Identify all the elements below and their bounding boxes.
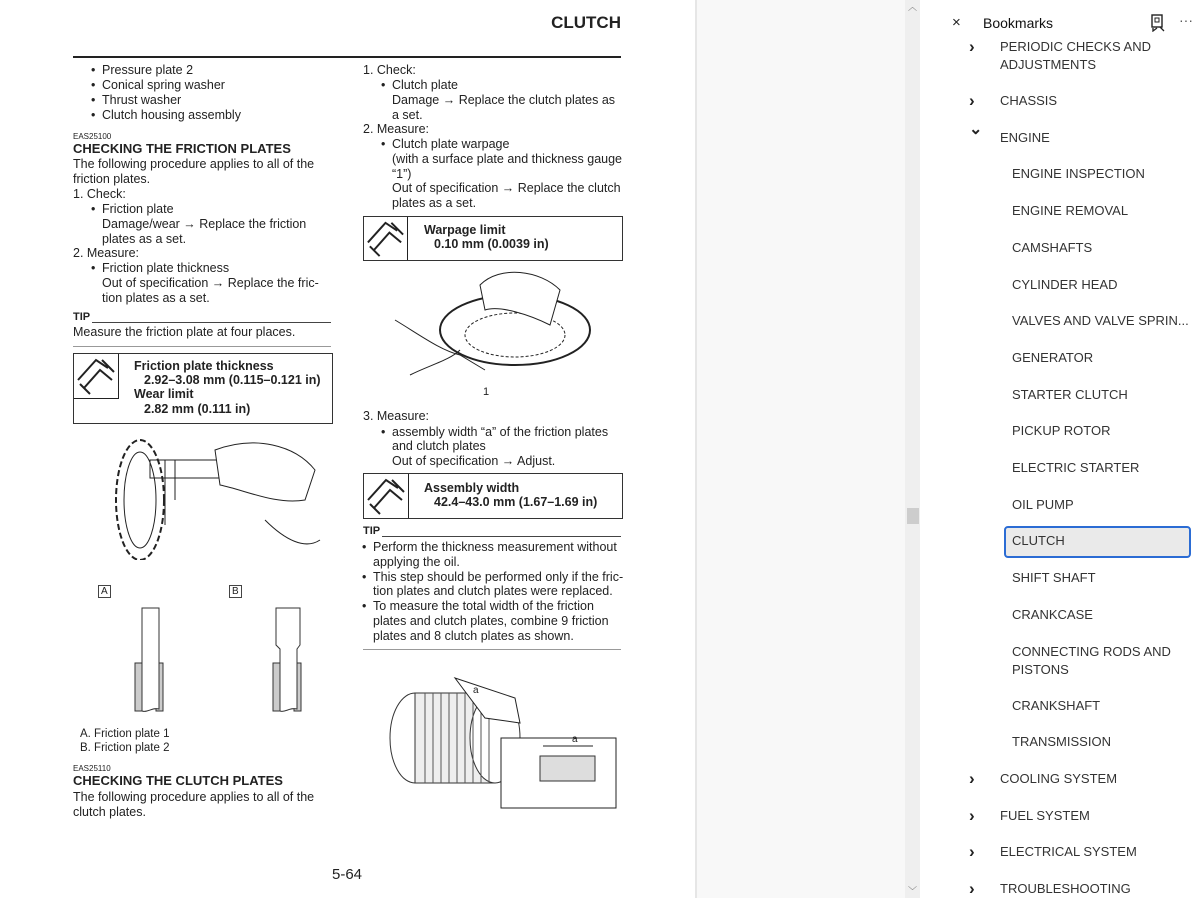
paragraph: The following procedure applies to all of the <box>73 157 315 171</box>
text: Out of specification → Replace the fric- <box>102 276 319 290</box>
section-code: EAS25110 <box>73 764 111 773</box>
text: plates as a set. <box>102 232 187 246</box>
bookmark-label: CYLINDER HEAD <box>1012 276 1118 292</box>
bullet: • Friction plate <box>102 202 174 216</box>
tip-item: • To measure the total width of the friction <box>373 599 594 613</box>
text: Out of specification → Replace the clutch <box>392 181 621 195</box>
scrollbar-thumb[interactable] <box>907 508 919 524</box>
bookmark-item[interactable] <box>921 872 1200 898</box>
figure-callout: a <box>572 734 578 745</box>
spec-value: 0.10 mm (0.0039 in) <box>434 237 549 251</box>
text: plates and clutch plates, combine 9 friction <box>373 614 609 628</box>
chevron-right-icon[interactable]: › <box>969 768 975 788</box>
text: plates as a set. <box>392 196 477 210</box>
section-code: EAS25100 <box>73 132 112 141</box>
bookmark-item[interactable] <box>921 689 1200 725</box>
bookmark-item[interactable] <box>921 725 1200 761</box>
chevron-down-icon[interactable]: ⌄ <box>969 120 983 138</box>
bookmark-label: PICKUP ROTOR <box>1012 423 1111 439</box>
caption: A. Friction plate 1 <box>80 728 170 740</box>
bookmark-item[interactable] <box>921 231 1200 267</box>
chevron-right-icon[interactable]: › <box>969 37 975 56</box>
scroll-up-icon[interactable]: ︿ <box>908 2 918 12</box>
text: (with a surface plate and thickness gauge <box>392 152 622 166</box>
bullet: • Clutch plate <box>392 78 458 92</box>
spec-value: 42.4–43.0 mm (1.67–1.69 in) <box>434 495 598 509</box>
bookmark-item[interactable] <box>921 524 1200 560</box>
spec-box-warpage <box>363 216 623 261</box>
close-icon[interactable]: × <box>952 14 961 31</box>
bookmark-label: SHIFT SHAFT <box>1012 570 1096 586</box>
bookmark-item[interactable] <box>921 157 1200 193</box>
figure-label-b: B <box>229 585 242 598</box>
bookmark-label: STARTER CLUTCH <box>1012 386 1128 402</box>
tip-end-rule <box>363 649 621 650</box>
bookmark-label: ENGINE INSPECTION <box>1012 166 1145 182</box>
step: 3. Measure: <box>363 409 430 423</box>
bookmark-item[interactable] <box>921 414 1200 450</box>
spec-title: Wear limit <box>134 387 194 401</box>
paragraph: clutch plates. <box>73 805 146 819</box>
figure-callout: 1 <box>483 386 490 398</box>
section-heading: CHECKING THE CLUTCH PLATES <box>73 773 283 788</box>
chevron-right-icon[interactable]: › <box>969 879 975 898</box>
bookmark-item[interactable] <box>921 561 1200 597</box>
bookmark-item[interactable] <box>921 799 1200 835</box>
page-number: 5-64 <box>332 866 363 883</box>
bookmark-label: VALVES AND VALVE SPRIN... <box>1012 313 1189 329</box>
bookmark-label: ELECTRICAL SYSTEM <box>1000 844 1137 860</box>
header-rule <box>73 56 621 58</box>
spec-value: 2.82 mm (0.111 in) <box>144 402 251 416</box>
bookmark-item[interactable] <box>921 194 1200 230</box>
bookmark-item[interactable] <box>921 598 1200 634</box>
bookmark-item[interactable] <box>921 451 1200 487</box>
bookmark-item[interactable] <box>921 36 1200 84</box>
figure-label-a: A <box>98 585 111 598</box>
bookmark-label: TRANSMISSION <box>1012 734 1111 750</box>
bullet: • Pressure plate 2 <box>102 63 193 77</box>
bookmark-label: CHASSIS <box>1000 93 1058 108</box>
tip-rule <box>382 536 621 537</box>
bullet: • Friction plate thickness <box>102 261 229 275</box>
spec-title: Warpage limit <box>424 223 506 237</box>
bookmark-label: PERIODIC CHECKS AND ADJUSTMENTS <box>1000 39 1151 72</box>
bookmark-item[interactable] <box>921 268 1200 304</box>
bookmark-label: ELECTRIC STARTER <box>1012 460 1140 475</box>
document-scrollbar[interactable] <box>905 0 920 898</box>
scroll-down-icon[interactable]: ﹀ <box>908 886 918 896</box>
friction-plate-measurement-illustration <box>105 430 325 560</box>
section-heading: CHECKING THE FRICTION PLATES <box>73 141 291 156</box>
bookmark-label: FUEL SYSTEM <box>1000 807 1090 823</box>
bookmark-label: GENERATOR <box>1012 349 1094 365</box>
tip-end-rule <box>73 346 331 347</box>
spec-title: Assembly width <box>424 481 520 495</box>
text: Out of specification → Adjust. <box>392 454 556 468</box>
document-background <box>695 0 907 898</box>
warpage-measurement-illustration <box>390 265 600 400</box>
bookmark-item[interactable] <box>921 635 1200 689</box>
text: Damage → Replace the clutch plates as <box>392 93 616 107</box>
bookmark-item[interactable] <box>921 304 1200 340</box>
caliper-icon <box>364 217 408 260</box>
bookmark-label: TROUBLESHOOTING <box>1000 881 1131 896</box>
assembly-width-illustration <box>365 658 620 813</box>
section-header: CLUTCH <box>551 13 621 32</box>
add-bookmark-icon[interactable] <box>1151 14 1165 37</box>
chevron-right-icon[interactable]: › <box>969 842 975 862</box>
text: a set. <box>392 108 423 122</box>
bullet: • Clutch housing assembly <box>102 108 241 122</box>
bookmark-label: CLUTCH <box>1012 533 1065 549</box>
text: tion plates and clutch plates were replaced. <box>373 584 613 598</box>
bookmark-item[interactable] <box>921 378 1200 414</box>
caption: B. Friction plate 2 <box>80 742 170 754</box>
bookmark-label: OIL PUMP <box>1012 496 1074 512</box>
text: and clutch plates <box>392 439 486 453</box>
bookmark-label: CONNECTING RODS AND PISTONS <box>1012 643 1171 677</box>
spec-value: 2.92–3.08 mm (0.115–0.121 in) <box>144 373 321 387</box>
tip-item: • Perform the thickness measurement without <box>373 540 617 554</box>
bookmark-item[interactable] <box>921 488 1200 524</box>
bullet: • Clutch plate warpage <box>392 137 509 151</box>
bookmark-label: CAMSHAFTS <box>1012 239 1093 255</box>
bookmark-label: CRANKSHAFT <box>1012 697 1101 713</box>
text: Damage/wear → Replace the friction <box>102 217 307 231</box>
bullet: • assembly width “a” of the friction plates <box>392 425 608 439</box>
text: applying the oil. <box>373 555 460 569</box>
bookmark-item[interactable] <box>921 121 1200 157</box>
bookmark-item[interactable] <box>921 835 1200 871</box>
bookmark-label: ENGINE REMOVAL <box>1012 203 1129 219</box>
step: 2. Measure: <box>73 246 140 260</box>
bookmark-label: ENGINE <box>1000 129 1050 145</box>
spec-title: Friction plate thickness <box>134 359 274 373</box>
more-options-icon[interactable]: ··· <box>1179 12 1193 28</box>
panel-title: Bookmarks <box>983 15 1054 31</box>
chevron-right-icon[interactable]: › <box>969 91 975 110</box>
spec-box-friction <box>73 353 333 424</box>
text: plates and 8 clutch plates as shown. <box>373 629 574 643</box>
bookmark-item[interactable] <box>921 762 1200 798</box>
paragraph: The following procedure applies to all of the <box>73 790 315 804</box>
tip-rule <box>92 322 331 323</box>
spec-box-assembly-width <box>363 473 623 519</box>
bullet: • Thrust washer <box>102 93 181 107</box>
step: 1. Check: <box>73 187 126 201</box>
figure-callout: a <box>473 685 479 696</box>
chevron-right-icon[interactable]: › <box>969 805 975 825</box>
step: 2. Measure: <box>363 122 430 136</box>
tip-label: TIP <box>73 311 91 323</box>
bookmark-label: COOLING SYSTEM <box>1000 770 1118 786</box>
text: “1”) <box>392 167 412 181</box>
friction-plate-profiles <box>130 605 310 720</box>
step: 1. Check: <box>363 63 416 77</box>
bookmark-label: CRANKCASE <box>1012 606 1093 622</box>
bookmark-list <box>921 36 1200 898</box>
bookmark-item[interactable] <box>921 84 1200 120</box>
caliper-icon <box>74 354 119 399</box>
tip-text: Measure the friction plate at four places. <box>73 325 296 339</box>
tip-item: • This step should be performed only if the fric- <box>373 570 623 584</box>
bookmark-item[interactable] <box>921 341 1200 377</box>
bullet: • Conical spring washer <box>102 78 225 92</box>
bookmarks-panel <box>921 0 1200 898</box>
caliper-icon <box>364 474 409 518</box>
text: tion plates as a set. <box>102 291 210 305</box>
paragraph: friction plates. <box>73 172 151 186</box>
tip-label: TIP <box>363 525 381 537</box>
